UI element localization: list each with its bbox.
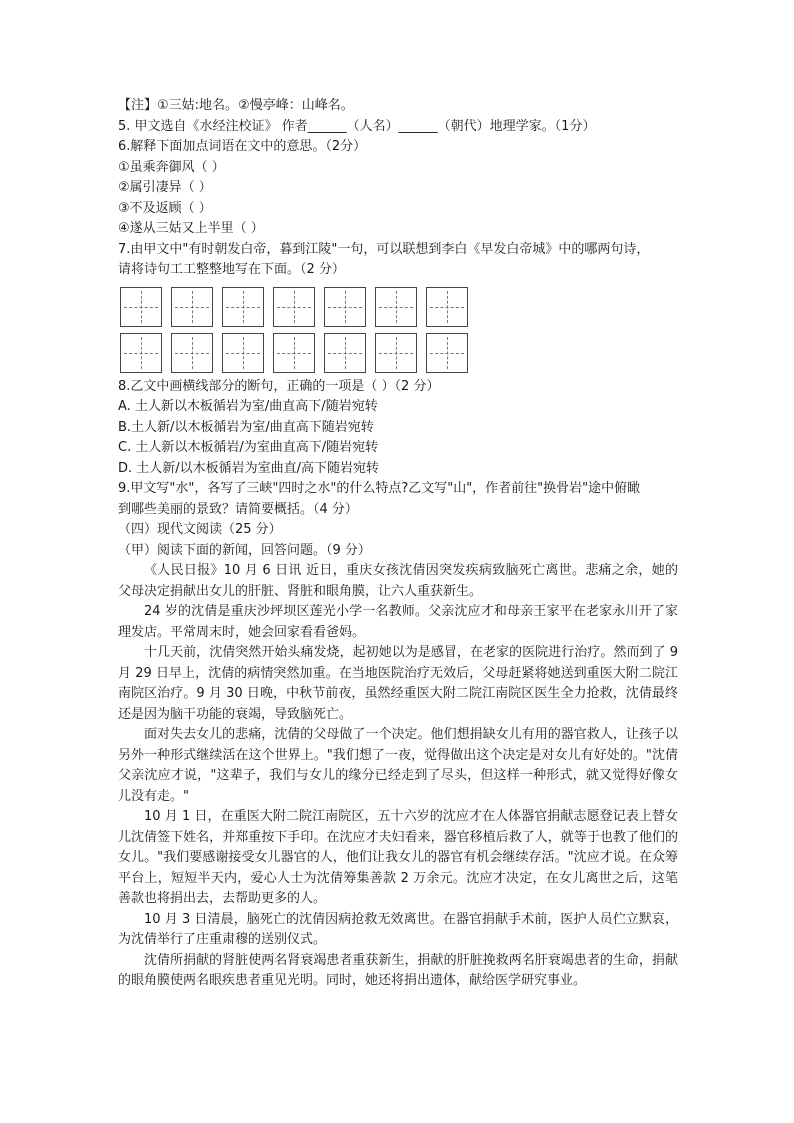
section-heading: （四）现代文阅读（25 分） bbox=[118, 522, 282, 537]
writing-grid-row bbox=[120, 333, 678, 373]
question-6-item: ②属引凄异（ ） bbox=[118, 180, 212, 195]
notes-line: 【注】①三姑:地名。②慢亭峰：山峰名。 bbox=[118, 98, 354, 113]
question-6-item: ③不及返顾（ ） bbox=[118, 200, 212, 216]
question-7-line2: 请将诗句工工整整地写在下面。（2 分） bbox=[118, 262, 345, 277]
question-9-line1: 9.甲文写"水"，各写了三峡"四时之水"的什么特点?乙文写"山"，作者前往"换骨岩"途中俯瞰 bbox=[118, 481, 641, 496]
writing-cell[interactable] bbox=[171, 287, 213, 327]
writing-cell[interactable] bbox=[273, 333, 315, 373]
part-a-heading: （甲）阅读下面的新闻，回答问题。（9 分） bbox=[118, 542, 371, 558]
writing-cell[interactable] bbox=[324, 287, 366, 327]
question-6-item: ①虽乘奔御风（ ） bbox=[118, 159, 225, 175]
article-paragraph: 10 月 1 日，在重医大附二院江南院区，五十六岁的沈应才在人体器官捐献志愿登记表上替女儿沈倩签下姓名，并郑重按下手印。在沈应才夫妇看来，器官移植后救了人，就等于也教了他们的女儿。"我们要感谢接受女儿器官的人，他们让我女儿的器官有机会继续存活。"沈应才说。在众筹平台上，短短半天内，爱心人士为沈倩筹集善款 2 万余元。沈应才决定，在女儿离世之后，这笔善款也将捐出去，去帮助更多的人。 bbox=[118, 809, 678, 906]
writing-grid bbox=[118, 287, 678, 373]
question-5: 5. 甲文选自《水经注校证》 作者______（人名）______（朝代）地理学家。（1分） bbox=[118, 118, 596, 134]
question-8-option-c: C. 土人新以木板循岩/为室曲直高下/随岩宛转 bbox=[118, 440, 379, 455]
writing-cell[interactable] bbox=[426, 333, 468, 373]
writing-cell[interactable] bbox=[171, 333, 213, 373]
question-8-option-b: B.土人新/以木板循岩为室/曲直高下随岩宛转 bbox=[118, 419, 374, 435]
question-7-line1: 7.由甲文中"有时朝发白帝，暮到江陵"一句，可以联想到李白《早发白帝城》中的哪两句诗， bbox=[118, 241, 650, 257]
article-paragraph: 《人民日报》10 月 6 日讯 近日，重庆女孩沈倩因突发疾病致脑死亡离世。悲痛之余，她的父母决定捐献出女儿的肝脏、肾脏和眼角膜，让六人重获新生。 bbox=[118, 563, 678, 599]
writing-cell[interactable] bbox=[120, 333, 162, 373]
writing-cell[interactable] bbox=[426, 287, 468, 327]
writing-cell[interactable] bbox=[222, 287, 264, 327]
article-paragraph: 十几天前，沈倩突然开始头痛发烧，起初她以为是感冒，在老家的医院进行治疗。然而到了 9 月 29 日早上，沈倩的病情突然加重。在当地医院治疗无效后，父母赶紧将她送到重医大附二院江南院区治疗。9 月 30 日晚，中秋节前夜，虽然经重医大附二院江南院区医生全力抢救，沈倩最终还是因为脑干功能的衰竭，导致脑死亡。 bbox=[118, 645, 678, 722]
question-9-line2: 到哪些美丽的景致？请简要概括。（4 分） bbox=[118, 501, 358, 517]
question-6-item: ④遂从三姑又上半里（ ） bbox=[118, 221, 264, 236]
question-8-option-a: A. 土人新以木板循岩为室/曲直高下/随岩宛转 bbox=[118, 399, 378, 414]
writing-grid-row bbox=[120, 287, 678, 327]
writing-cell[interactable] bbox=[375, 287, 417, 327]
article-paragraph: 24 岁的沈倩是重庆沙坪坝区莲光小学一名教师。父亲沈应才和母亲王家平在老家永川开了家理发店。平常周末时，她会回家看看爸妈。 bbox=[118, 604, 678, 640]
exam-page bbox=[118, 96, 678, 992]
article-paragraph: 面对失去女儿的悲痛，沈倩的父母做了一个决定。他们想捐缺女儿有用的器官救人，让孩子以另外一种形式继续活在这个世界上。"我们想了一夜，觉得做出这个决定是对女儿有好处的。"沈倩父亲沈应才说，"这辈子，我们与女儿的缘分已经走到了尽头，但这样一种形式，就又觉得好像女儿没有走。" bbox=[118, 727, 678, 804]
question-8-option-d: D. 土人新/以木板循岩为室曲直/高下随岩宛转 bbox=[118, 460, 380, 476]
writing-cell[interactable] bbox=[273, 287, 315, 327]
article-paragraph: 10 月 3 日清晨，脑死亡的沈倩因病抢救无效离世。在器官捐献手术前，医护人员伫立默哀，为沈倩举行了庄重肃穆的送别仪式。 bbox=[118, 911, 678, 947]
writing-cell[interactable] bbox=[222, 333, 264, 373]
writing-cell[interactable] bbox=[375, 333, 417, 373]
writing-cell[interactable] bbox=[120, 287, 162, 327]
question-8-stem: 8.乙文中画横线部分的断句，正确的一项是（ ）（2 分） bbox=[118, 378, 440, 394]
article-paragraph: 沈倩所捐献的肾脏使两名肾衰竭患者重获新生，捐献的肝脏挽救两名肝衰竭患者的生命，捐献的眼角膜使两名眼疾患者重见光明。同时，她还将捐出遗体，献给医学研究事业。 bbox=[118, 952, 678, 988]
writing-cell[interactable] bbox=[324, 333, 366, 373]
question-6-stem: 6.解释下面加点词语在文中的意思。（2分） bbox=[118, 139, 367, 154]
